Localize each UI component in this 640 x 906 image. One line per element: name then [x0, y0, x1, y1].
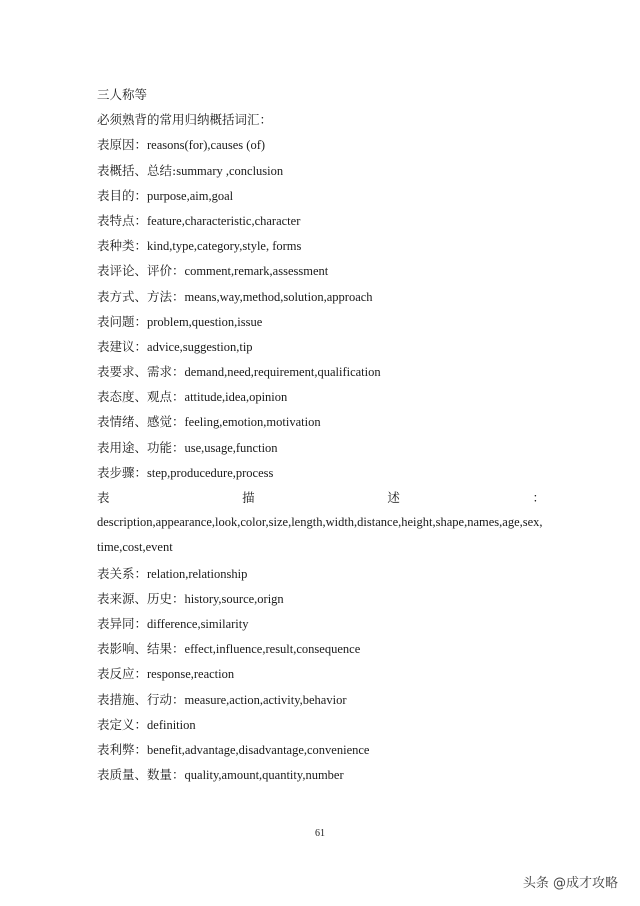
text-line — [97, 460, 545, 485]
text-line — [97, 712, 545, 737]
line-label: 表目的： — [97, 187, 148, 203]
line-label: 表概括、总结: — [97, 162, 177, 178]
text-line — [97, 158, 545, 183]
line-label: 表措施、行动： — [97, 691, 185, 707]
line-label: 表情绪、感觉： — [97, 414, 185, 430]
line-label: 表原因： — [97, 137, 148, 153]
line-terms: effect,influence,result,consequence — [184, 642, 361, 657]
text-line — [97, 409, 545, 434]
line-terms: difference,similarity — [147, 616, 249, 631]
description-terms: description,appearance,look,color,size,length,width,distance,height,shape,names,age,sex,time,cost,event — [97, 515, 543, 555]
line-terms: feeling,emotion,motivation — [184, 415, 321, 430]
line-label: 表建议： — [97, 338, 148, 354]
text-line — [97, 208, 545, 233]
page-number: 61 — [315, 828, 325, 839]
text-line — [97, 233, 545, 258]
text-line — [97, 762, 545, 787]
line-terms: response,reaction — [147, 667, 235, 682]
line-label: 表用途、功能： — [97, 439, 185, 455]
line-terms: comment,remark,assessment — [184, 264, 329, 279]
line-label: 表方式、方法： — [97, 288, 185, 304]
line-terms: attitude,idea,opinion — [184, 390, 288, 405]
watermark-text: 头条 @成才攻略 — [522, 876, 618, 891]
line-label: 表步骤： — [97, 464, 148, 480]
line-label: 表反应： — [97, 666, 148, 682]
line-label: 表来源、历史： — [97, 590, 185, 606]
text-line — [97, 586, 545, 611]
line-terms: step,producedure,process — [147, 465, 274, 480]
text-line — [97, 284, 545, 309]
description-char: ： — [532, 490, 545, 505]
text-line — [97, 359, 545, 384]
line-label: 表利弊： — [97, 741, 148, 757]
line-terms: means,way,method,solution,approach — [184, 289, 373, 304]
text-line — [97, 107, 545, 132]
line-terms: relation,relationship — [147, 566, 248, 581]
line-label: 表质量、数量： — [97, 767, 185, 783]
text-line — [97, 309, 545, 334]
line-terms: benefit,advantage,disadvantage,convenience — [147, 742, 370, 757]
line-label: 表问题： — [97, 313, 148, 329]
text-line — [97, 687, 545, 712]
text-line — [97, 561, 545, 586]
line-terms: advice,suggestion,tip — [147, 339, 253, 354]
line-terms: measure,action,activity,behavior — [184, 692, 347, 707]
line-terms: use,usage,function — [184, 440, 278, 455]
text-line — [97, 435, 545, 460]
description-char: 述 — [387, 490, 400, 505]
line-label: 表定义： — [97, 716, 148, 732]
line-terms: reasons(for),causes (of) — [147, 138, 266, 153]
text-line — [97, 737, 545, 762]
line-terms: summary ,conclusion — [176, 163, 284, 178]
line-terms: problem,question,issue — [147, 314, 263, 329]
line-terms: purpose,aim,goal — [147, 188, 234, 203]
line-terms: definition — [147, 717, 196, 732]
line-terms: kind,type,category,style, forms — [147, 239, 302, 254]
line-label: 表异同： — [97, 615, 148, 631]
text-line — [97, 183, 545, 208]
text-line — [97, 132, 545, 157]
description-char: 表 — [97, 490, 110, 505]
line-label: 表评论、评价： — [97, 263, 185, 279]
text-line — [97, 334, 545, 359]
line-label: 表特点： — [97, 212, 148, 228]
line-terms: history,source,orign — [184, 591, 284, 606]
line-label: 表态度、观点： — [97, 389, 185, 405]
line-terms: quality,amount,quantity,number — [184, 768, 344, 783]
text-line — [97, 258, 545, 283]
text-line — [97, 636, 545, 661]
description-heading — [97, 485, 545, 510]
line-label: 表关系： — [97, 565, 148, 581]
text-line — [97, 82, 545, 107]
line-label: 表要求、需求： — [97, 364, 185, 380]
text-line — [97, 661, 545, 686]
text-line — [97, 384, 545, 409]
line-terms: demand,need,requirement,qualification — [184, 365, 381, 380]
text-line — [97, 611, 545, 636]
line-label: 表影响、结果： — [97, 641, 185, 657]
description-char: 描 — [242, 490, 255, 505]
document-body — [97, 82, 545, 787]
line-label: 必须熟背的常用归纳概括词汇： — [97, 112, 273, 128]
line-terms: feature,characteristic,character — [147, 213, 301, 228]
line-label: 三人称等 — [97, 87, 148, 102]
line-label: 表种类： — [97, 238, 148, 254]
